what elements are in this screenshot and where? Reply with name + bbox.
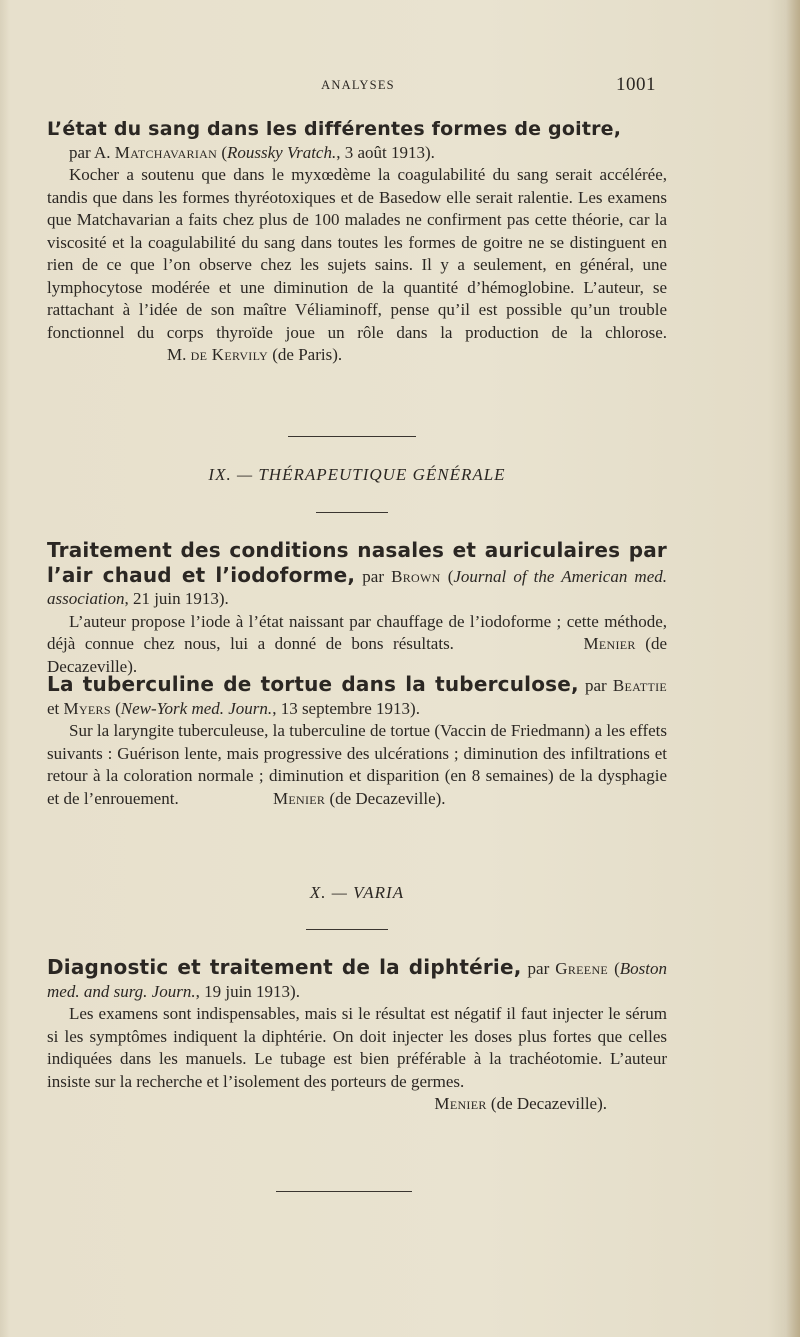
article-diphterie-heading: Diagnostic et traitement de la diphtérie, par Greene (Boston med. and surg. Journ., 19 juin 1913). [47,955,667,1001]
article-title: Traitement des conditions nasales et auriculaires par l’air chaud et l’iodoforme, [47,538,667,587]
author-name: Brown [391,566,441,586]
divider-rule [316,512,388,513]
article-body: Les examens sont indispensables, mais si le résultat est négatif il faut injecter le sérum si les symptômes indiquent la diphtérie. On doit injecter les doses plus fortes que celles indiquées dans les manuels. Le tubage est bien préférable à la trachéotomie. L’auteur insiste sur la recherche et l’isolement des porteurs de germes. [47,1004,667,1091]
signature: Menier (de Decazeville). [47,634,667,676]
divider-rule [276,1191,412,1192]
section-heading-therapeutique: IX. — THÉRAPEUTIQUE GÉNÉRALE [208,465,506,484]
article-diphterie [47,956,667,1116]
section-heading-varia: X. — VARIA [309,883,405,902]
article-nasal [47,539,667,678]
journal-name: New-York med. Journ. [120,698,273,718]
author-name: Beattie [612,676,667,695]
author-name: Greene [555,959,609,978]
article-tuberculine-heading: La tuberculine de tortue dans la tuberculose, par Beattie et Myers (New-York med. Journ., 13 septembre 1913). [47,672,667,718]
signature: M. de Kervily (de Paris). [167,345,343,364]
divider-rule [288,436,416,437]
signature: Menier (de Decazeville). [434,1094,607,1113]
author-name: Myers [63,698,111,718]
article-body: Sur la laryngite tuberculeuse, la tuberculine de tortue (Vaccin de Friedmann) a les effets suivants : Guérison lente, mais progressive des ulcérations ; diminution des infiltrations et retour à la coloration normale ; diminution et disparition (en 8 semaines) de la dysphagie et de l’enrouement. Menier (de Decazeville). [47,721,667,808]
signature: Menier (de Decazeville). [272,788,446,808]
article-goitre [47,118,667,367]
author-name: Matchavarian [114,142,218,162]
article-goitre-heading [47,118,667,164]
article-title: Diagnostic et traitement de la diphtérie, [47,955,522,979]
article-title: La tuberculine de tortue dans la tuberculose, [47,672,579,696]
byline: par A. Matchavarian (Roussky Vratch., 3 août 1913). [69,142,435,162]
journal-name: Journal of the American med. association [47,566,667,608]
journal-name: Roussky Vratch. [227,142,337,162]
article-body: L’auteur propose l’iode à l’état naissant par chauffage de l’iodoforme ; cette méthode, déjà connue chez nous, lui a donné de bons résultats. Menier (de Decazeville). [47,611,667,676]
article-tuberculine [47,673,667,810]
page-number: 1001 [616,74,656,95]
journal-name: Boston med. and surg. Journ. [47,959,667,1001]
article-body: Kocher a soutenu que dans le myxœdème la coagulabilité du sang serait accélérée, tandis que dans les formes thyréotoxiques et de Basedow elle serait ralentie. Les examens que Matchavarian a faits chez plus de 100 malades ne confirment pas cette théorie, car la viscosité et la coagulabilité du sang dans toutes les formes de goitre ne se distinguent en rien de ce que l’on observe chez les sujets sains. Il y a seulement, en général, une lymphocytose modérée et une diminution de la quantité d’hémoglobine. L’auteur, se rattachant à l’idée de son maître Véliaminoff, pense qu’il est possible qu’un trouble fonctionnel du corps thyroïde joue un rôle dans la production de la chlorose. M. de Kervily (de Paris). [47,165,667,364]
running-title: ANALYSES [321,78,395,92]
article-title: L’état du sang dans les différentes formes de goitre, [47,118,622,140]
article-nasal-heading: Traitement des conditions nasales et auriculaires par l’air chaud et l’iodoforme, par Brown (Journal of the American med. association, 21 juin 1913). [47,538,667,608]
divider-rule [306,929,388,930]
